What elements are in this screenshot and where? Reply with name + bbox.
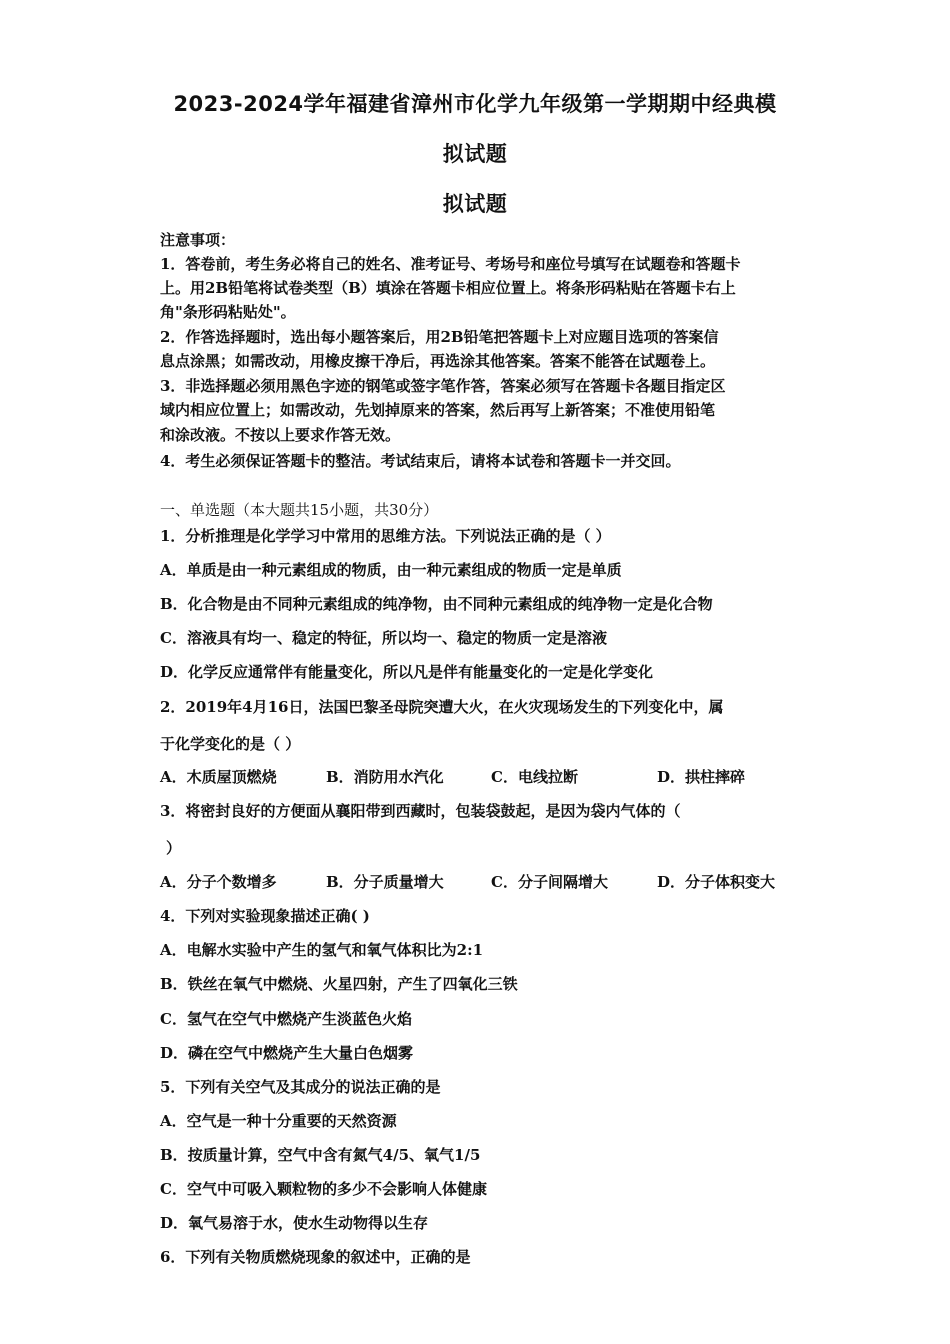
option-c: C．分子间隔增大 xyxy=(491,873,608,891)
option-b: B．化合物是由不同种元素组成的纯净物，由不同种元素组成的纯净物一定是化合物 xyxy=(160,595,713,613)
option-a: A．单质是由一种元素组成的物质，由一种元素组成的物质一定是单质 xyxy=(160,561,622,579)
notice-heading: 注意事项： xyxy=(160,231,236,249)
option-d: D．拱柱摔碎 xyxy=(657,768,746,786)
notice-line: 息点涂黑；如需改动，用橡皮擦干净后，再选涂其他答案。答案不能答在试题卷上。 xyxy=(160,352,716,370)
question-stem: 1．分析推理是化学学习中常用的思维方法。下列说法正确的是（ ） xyxy=(160,527,611,545)
question-stem: 4．下列对实验现象描述正确( ) xyxy=(160,907,370,925)
option-a: A．木质屋顶燃烧 xyxy=(160,768,277,786)
option-d: D．分子体积变大 xyxy=(657,873,776,891)
question-stem: 5．下列有关空气及其成分的说法正确的是 xyxy=(160,1078,441,1096)
notice-line: 3．非选择题必须用黑色字迹的钢笔或签字笔作答，答案必须写在答题卡各题目指定区 xyxy=(160,377,726,395)
option-d: D．磷在空气中燃烧产生大量白色烟雾 xyxy=(160,1044,414,1062)
notice-line: 1．答卷前，考生务必将自己的姓名、准考证号、考场号和座位号填写在试题卷和答题卡 xyxy=(160,255,741,273)
option-b: B．按质量计算，空气中含有氮气4/5、氧气1/5 xyxy=(160,1146,481,1164)
question-stem: 2．2019年4月16日，法国巴黎圣母院突遭大火，在火灾现场发生的下列变化中，属 xyxy=(160,698,724,716)
question-stem: 6．下列有关物质燃烧现象的叙述中，正确的是 xyxy=(160,1248,471,1266)
option-a: A．分子个数增多 xyxy=(160,873,277,891)
option-d: D．氧气易溶于水，使水生动物得以生存 xyxy=(160,1214,429,1232)
option-b: B．铁丝在氧气中燃烧、火星四射，产生了四氧化三铁 xyxy=(160,975,518,993)
option-d: D．化学反应通常伴有能量变化，所以凡是伴有能量变化的一定是化学变化 xyxy=(160,663,654,681)
option-c: C．空气中可吸入颗粒物的多少不会影响人体健康 xyxy=(160,1180,487,1198)
option-b: B．分子质量增大 xyxy=(326,873,444,891)
notice-line: 角"条形码粘贴处"。 xyxy=(160,303,296,321)
notice-line: 域内相应位置上；如需改动，先划掉原来的答案，然后再写上新答案；不准使用铅笔 xyxy=(160,401,716,419)
option-b: B．消防用水汽化 xyxy=(326,768,444,786)
option-c: C．电线拉断 xyxy=(491,768,578,786)
option-a: A．空气是一种十分重要的天然资源 xyxy=(160,1112,397,1130)
question-stem: 3．将密封良好的方便面从襄阳带到西藏时，包装袋鼓起，是因为袋内气体的（ xyxy=(160,802,681,820)
option-c: C．氢气在空气中燃烧产生淡蓝色火焰 xyxy=(160,1010,412,1028)
exam-title-line-1: 2023-2024学年福建省漳州市化学九年级第一学期期中经典模 xyxy=(173,92,777,116)
option-c: C．溶液具有均一、稳定的特征，所以均一、稳定的物质一定是溶液 xyxy=(160,629,607,647)
notice-line: 上。用2B铅笔将试卷类型（B）填涂在答题卡相应位置上。将条形码粘贴在答题卡右上 xyxy=(160,279,736,297)
notice-line: 和涂改液。不按以上要求作答无效。 xyxy=(160,426,401,444)
question-stem-continued: 于化学变化的是（ ） xyxy=(160,735,301,753)
exam-title-line-3: 拟试题 xyxy=(442,192,508,216)
notice-line: 2．作答选择题时，选出每小题答案后，用2B铅笔把答题卡上对应题目选项的答案信 xyxy=(160,328,719,346)
notice-line: 4．考生必须保证答题卡的整洁。考试结束后，请将本试卷和答题卡一并交回。 xyxy=(160,452,681,470)
option-a: A．电解水实验中产生的氢气和氧气体积比为2:1 xyxy=(160,941,484,959)
exam-title-line-2: 拟试题 xyxy=(442,142,508,166)
question-stem-continued: ） xyxy=(166,839,182,857)
section-heading: 一、单选题（本大题共15小题，共30分） xyxy=(160,501,439,519)
